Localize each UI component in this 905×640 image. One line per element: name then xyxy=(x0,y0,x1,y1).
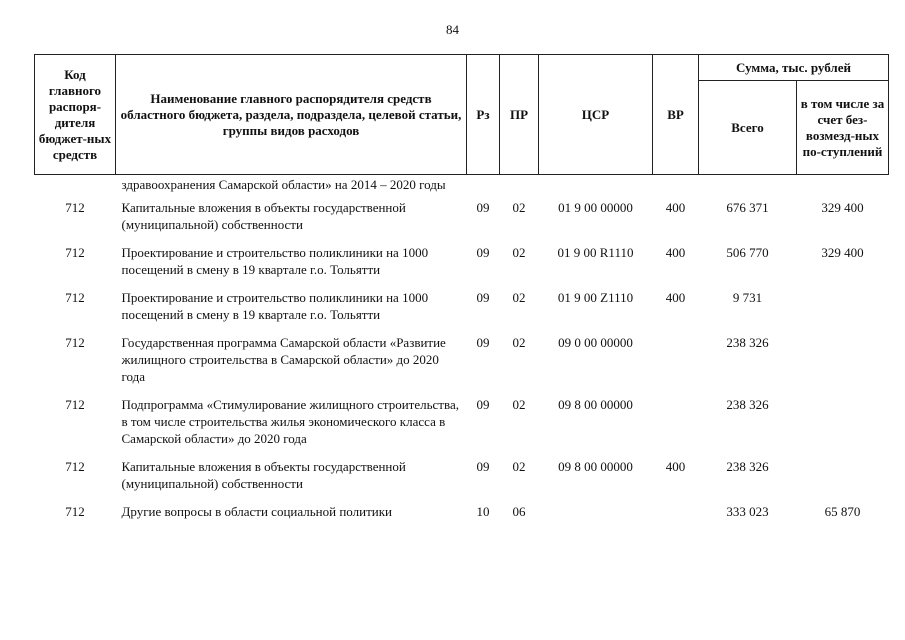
cell-name: Подпрограмма «Стимулирование жилищного строительства, в том числе строительства жилья экономического класса в Самарской области» до 2020 года xyxy=(121,397,459,446)
continuation-text: здравоохранения Самарской области» на 2014 – 2020 годы xyxy=(121,177,446,192)
cell-incl xyxy=(797,283,889,328)
page-number: 84 xyxy=(446,22,459,37)
cell-vr xyxy=(653,390,699,452)
cell-vr: 400 xyxy=(665,290,686,305)
cell-csr: 09 8 00 00000 xyxy=(558,459,633,474)
header-incl: в том числе за счет без-возмезд-ных по-ступлений xyxy=(797,81,889,175)
cell-incl xyxy=(797,452,889,497)
cell-csr: 01 9 00 00000 xyxy=(558,200,633,215)
header-name: Наименование главного распорядителя средств областного бюджета, раздела, подраздела, целевой статьи, группы видов расходов xyxy=(116,55,467,175)
cell-pr: 02 xyxy=(512,200,526,215)
cell-code: 712 xyxy=(65,459,85,474)
header-rz: Рз xyxy=(467,55,500,175)
cell-code: 712 xyxy=(65,200,85,215)
cell-name: Другие вопросы в области социальной политики xyxy=(121,504,392,519)
cell-name: Проектирование и строительство поликлиники на 1000 посещений в смену в 19 квартале г.о. Тольятти xyxy=(121,290,429,322)
cell-csr: 01 9 00 R1110 xyxy=(557,245,634,260)
cell-code: 712 xyxy=(65,335,85,350)
cell-name: Капитальные вложения в объекты государственной (муниципальной) собственности xyxy=(121,200,406,232)
cell-rz: 09 xyxy=(476,459,490,474)
table-row xyxy=(35,238,889,283)
budget-table xyxy=(34,54,889,525)
cell-code: 712 xyxy=(65,245,85,260)
cell-pr: 02 xyxy=(512,245,526,260)
table-row xyxy=(35,193,889,238)
table-row xyxy=(35,328,889,390)
cell-total: 676 371 xyxy=(726,200,769,215)
cell-incl xyxy=(797,390,889,452)
cell-total: 506 770 xyxy=(726,245,769,260)
cell-total: 238 326 xyxy=(726,397,769,412)
cell-name: Капитальные вложения в объекты государственной (муниципальной) собственности xyxy=(121,459,406,491)
cell-pr: 02 xyxy=(512,335,526,350)
cell-vr: 400 xyxy=(665,200,686,215)
cell-total: 9 731 xyxy=(732,290,763,305)
cell-name: Проектирование и строительство поликлиники на 1000 посещений в смену в 19 квартале г.о. Тольятти xyxy=(121,245,429,277)
header-pr: ПР xyxy=(500,55,539,175)
cell-incl: 329 400 xyxy=(821,245,864,260)
cell-rz: 09 xyxy=(476,245,490,260)
cell-vr xyxy=(653,328,699,390)
header-csr: ЦСР xyxy=(539,55,653,175)
cell-rz: 09 xyxy=(476,200,490,215)
cell-pr: 02 xyxy=(512,397,526,412)
cell-csr: 09 0 00 00000 xyxy=(558,335,633,350)
table-header xyxy=(35,55,889,175)
table-row xyxy=(35,452,889,497)
cell-pr: 02 xyxy=(512,459,526,474)
cell-pr: 06 xyxy=(512,504,526,519)
cell-total: 238 326 xyxy=(726,335,769,350)
cell-csr: 01 9 00 Z1110 xyxy=(557,290,634,305)
header-total: Всего xyxy=(699,81,797,175)
cell-incl: 65 870 xyxy=(824,504,861,519)
cell-code: 712 xyxy=(65,397,85,412)
table-row xyxy=(35,283,889,328)
cell-vr xyxy=(653,497,699,525)
cell-pr: 02 xyxy=(512,290,526,305)
cell-name: Государственная программа Самарской области «Развитие жилищного строительства в Самарской области» до 2020 года xyxy=(121,335,446,384)
cell-rz: 09 xyxy=(476,397,490,412)
cell-rz: 10 xyxy=(476,504,490,519)
header-code: Код главного распоря-дителя бюджет-ных средств xyxy=(35,55,116,175)
cell-rz: 09 xyxy=(476,335,490,350)
table-body xyxy=(35,175,889,526)
cell-total: 238 326 xyxy=(726,459,769,474)
header-sum: Сумма, тыс. рублей xyxy=(699,55,889,81)
cell-vr: 400 xyxy=(665,459,686,474)
cell-total: 333 023 xyxy=(726,504,769,519)
cell-vr: 400 xyxy=(665,245,686,260)
header-vr: ВР xyxy=(653,55,699,175)
cell-csr xyxy=(539,497,653,525)
cell-code: 712 xyxy=(65,504,85,519)
cell-incl xyxy=(797,328,889,390)
cell-code: 712 xyxy=(65,290,85,305)
table-row xyxy=(35,497,889,525)
cell-incl: 329 400 xyxy=(821,200,864,215)
cell-rz: 09 xyxy=(476,290,490,305)
continuation-row xyxy=(35,175,889,194)
cell-csr: 09 8 00 00000 xyxy=(558,397,633,412)
table-row xyxy=(35,390,889,452)
